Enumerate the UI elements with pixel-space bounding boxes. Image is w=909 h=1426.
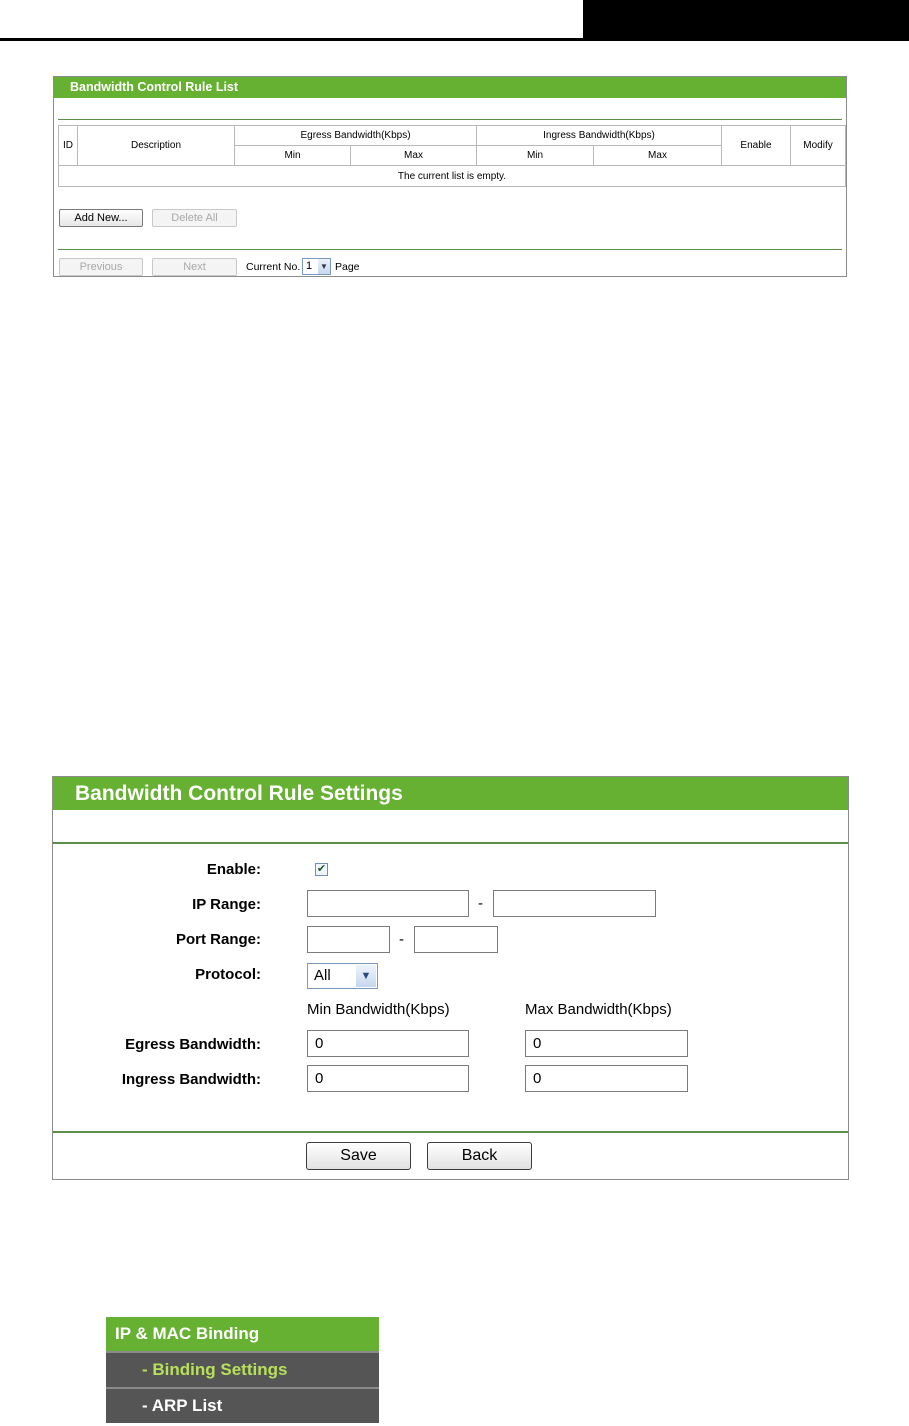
col-ingress-max: Max bbox=[594, 146, 722, 166]
protocol-select[interactable] bbox=[307, 963, 378, 989]
menu-item-binding-settings[interactable]: - Binding Settings bbox=[106, 1351, 379, 1387]
chevron-down-icon: ▼ bbox=[356, 965, 376, 987]
col-egress: Egress Bandwidth(Kbps) bbox=[235, 126, 477, 146]
menu-item-arp-list[interactable]: - ARP List bbox=[106, 1387, 379, 1423]
divider bbox=[53, 842, 848, 844]
empty-list-message: The current list is empty. bbox=[59, 166, 846, 187]
min-bandwidth-header: Min Bandwidth(Kbps) bbox=[307, 1001, 450, 1018]
egress-min-input[interactable]: 0 bbox=[307, 1030, 469, 1057]
ingress-bandwidth-label: Ingress Bandwidth: bbox=[121, 1071, 261, 1088]
side-menu bbox=[106, 1317, 379, 1423]
previous-button[interactable]: Previous bbox=[59, 258, 143, 276]
col-id: ID bbox=[59, 126, 78, 166]
save-button[interactable]: Save bbox=[306, 1142, 411, 1170]
rule-table bbox=[58, 125, 846, 187]
port-range-label: Port Range: bbox=[175, 931, 261, 948]
ip-range-label: IP Range: bbox=[192, 896, 261, 913]
page-label: Page bbox=[335, 261, 360, 273]
current-no-label: Current No. bbox=[246, 261, 301, 273]
divider bbox=[58, 119, 842, 120]
page-select[interactable] bbox=[302, 258, 331, 275]
enable-checkbox[interactable] bbox=[315, 863, 328, 876]
ingress-min-input[interactable]: 0 bbox=[307, 1065, 469, 1092]
max-bandwidth-header: Max Bandwidth(Kbps) bbox=[525, 1001, 672, 1018]
egress-max-input[interactable]: 0 bbox=[525, 1030, 688, 1057]
divider bbox=[53, 1131, 848, 1133]
ip-end-input[interactable] bbox=[493, 890, 656, 917]
rule-settings-title: Bandwidth Control Rule Settings bbox=[53, 777, 848, 810]
chevron-down-icon: ▼ bbox=[318, 259, 330, 274]
rule-settings-panel bbox=[52, 776, 849, 1180]
back-button[interactable]: Back bbox=[427, 1142, 532, 1170]
port-start-input[interactable] bbox=[307, 926, 390, 953]
col-enable: Enable bbox=[722, 126, 791, 166]
port-range-separator: - bbox=[399, 931, 404, 948]
divider bbox=[58, 249, 842, 250]
ip-start-input[interactable] bbox=[307, 890, 469, 917]
next-button[interactable]: Next bbox=[152, 258, 237, 276]
add-new-button[interactable]: Add New... bbox=[59, 209, 143, 227]
col-ingress: Ingress Bandwidth(Kbps) bbox=[477, 126, 722, 146]
rule-list-panel bbox=[53, 76, 847, 277]
col-description: Description bbox=[78, 126, 235, 166]
protocol-label: Protocol: bbox=[195, 966, 261, 983]
delete-all-button[interactable]: Delete All bbox=[152, 209, 237, 227]
menu-ip-mac-binding[interactable]: IP & MAC Binding bbox=[106, 1317, 379, 1351]
col-egress-min: Min bbox=[235, 146, 351, 166]
rule-list-title: Bandwidth Control Rule List bbox=[54, 77, 846, 98]
checkmark-icon: ✔ bbox=[316, 863, 327, 875]
col-ingress-min: Min bbox=[477, 146, 594, 166]
port-end-input[interactable] bbox=[414, 926, 498, 953]
col-modify: Modify bbox=[791, 126, 846, 166]
enable-label: Enable: bbox=[206, 861, 261, 878]
ingress-max-input[interactable]: 0 bbox=[525, 1065, 688, 1092]
protocol-select-value: All bbox=[314, 967, 331, 984]
ip-range-separator: - bbox=[478, 895, 483, 912]
col-egress-max: Max bbox=[351, 146, 477, 166]
top-black-bar bbox=[583, 0, 909, 40]
egress-bandwidth-label: Egress Bandwidth: bbox=[125, 1036, 261, 1053]
page-select-value: 1 bbox=[306, 260, 313, 272]
